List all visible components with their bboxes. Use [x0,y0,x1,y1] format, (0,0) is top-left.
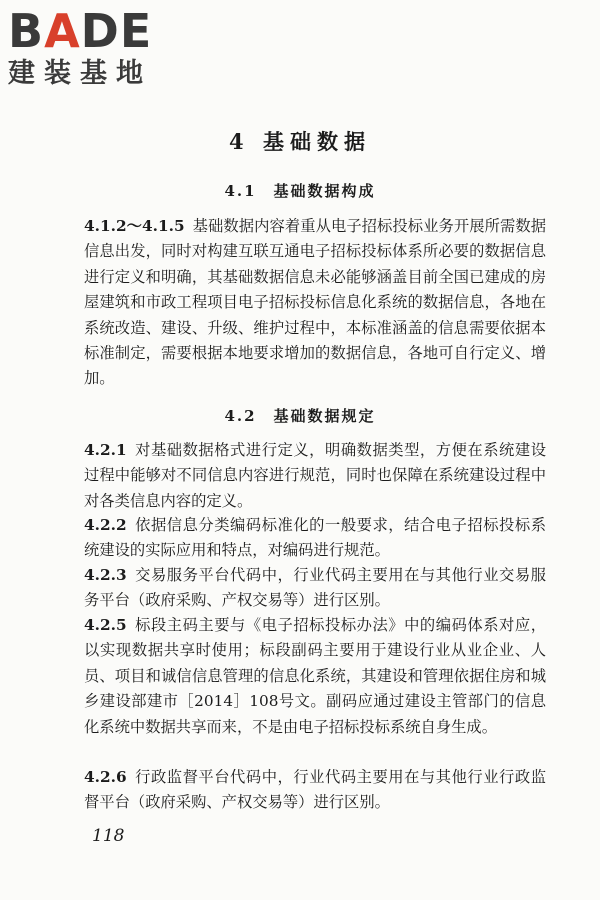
paragraph-4-2-3 [84,563,546,614]
paragraph-4-1-2 [84,214,546,392]
logo-subtitle: 建装基地 [8,58,152,89]
section-heading-4-2: 4.2 基础数据规定 [224,407,376,425]
clause-number: 4.2.3 [84,566,127,584]
paragraph-4-2-1 [84,438,546,514]
clause-text: 基础数据内容着重从电子招标投标业务开展所需数据信息出发，同时对构建互联互通电子招标投标体系所必要的数据信息进行定义和明确，其基础数据信息未必能够涵盖目前全国已建成的房屋建筑和市政工程项目电子招标投标信息化系统的数据信息，各地在系统改造、建设、升级、维护过程中，本标准涵盖的信息需要依据本标准制定，需要根据本地要求增加的数据信息，各地可自行定义、增加。 [84,217,546,388]
paragraph-4-2-6 [84,765,546,816]
clause-text: 对基础数据格式进行定义，明确数据类型，方便在系统建设过程中能够对不同信息内容进行规范，同时也保障在系统建设过程中对各类信息内容的定义。 [84,441,546,510]
page-number: 118 [92,826,125,846]
chapter-title: 4 基础数据 [229,129,371,154]
clause-text: 交易服务平台代码中，行业代码主要用在与其他行业交易服务平台（政府采购、产权交易等）进行区别。 [84,566,546,610]
clause-text: 依据信息分类编码标准化的一般要求，结合电子招标投标系统建设的实际应用和特点，对编码进行规范。 [84,516,546,560]
bade-logo [8,6,178,96]
clause-text: 标段主码主要与《电子招标投标办法》中的编码体系对应，以实现数据共享时使用；标段副码主要用于建设行业从业企业、人员、项目和诚信信息管理的信息化系统，其建设和管理依据住房和城乡建设部建市［2014］108号文。副码应通过建设主管部门的信息化系统中数据共享而来，不是由电子招标投标系统自身生成。 [84,616,546,736]
clause-number: 4.2.2 [84,516,127,534]
section-heading-4-1: 4.1 基础数据构成 [224,182,376,200]
logo-wordmark: BADE [8,4,153,58]
clause-number: 4.2.1 [84,441,127,459]
paragraph-4-2-2 [84,513,546,564]
clause-number: 4.2.6 [84,768,127,786]
clause-number: 4.2.5 [84,616,127,634]
clause-text: 行政监督平台代码中，行业代码主要用在与其他行业行政监督平台（政府采购、产权交易等）进行区别。 [84,768,546,812]
clause-number: 4.1.2～4.1.5 [84,217,185,235]
paragraph-4-2-5 [84,613,546,740]
